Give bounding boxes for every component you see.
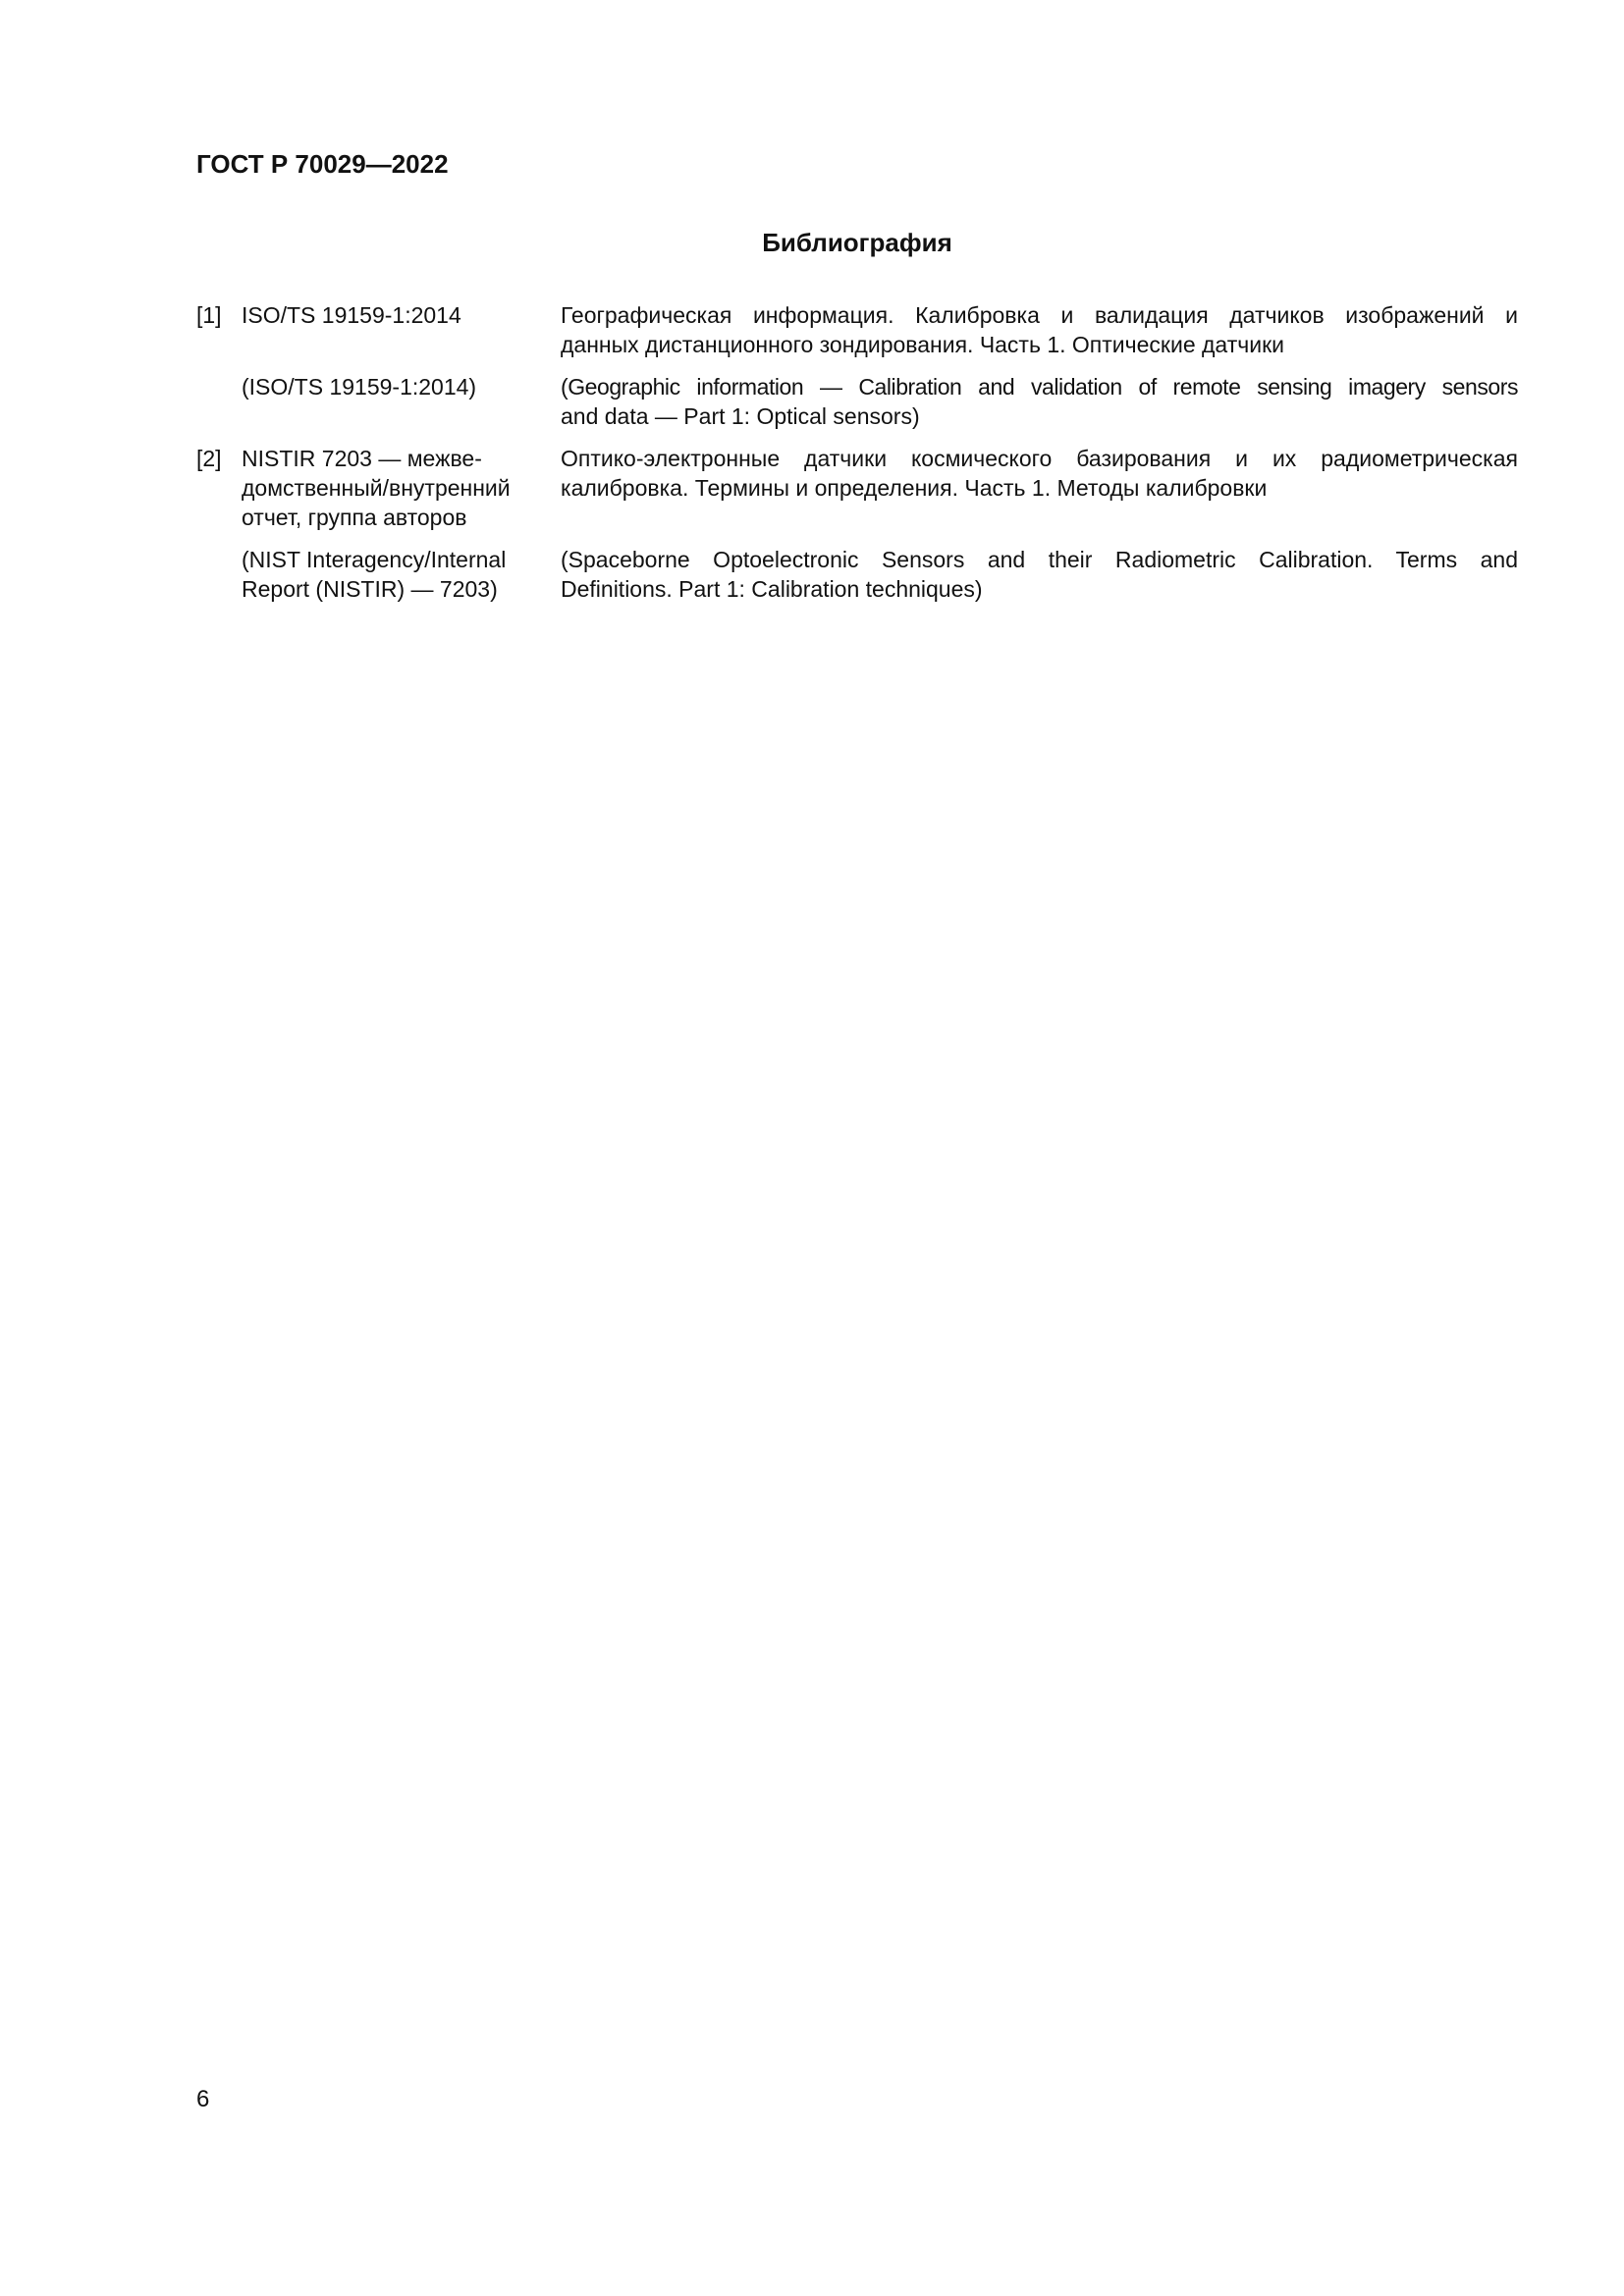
entry-description (561, 372, 1518, 431)
desc-line: Definitions. Part 1: Calibration techniques) (561, 576, 983, 602)
desc-line: Оптико-электронные датчики космического базирования и их радиометрическая (561, 446, 1518, 471)
source-line: отчет, группа авторов (242, 505, 467, 530)
source-line: (NIST Interagency/Internal (242, 547, 507, 572)
bibliography-entry (196, 372, 1518, 431)
source-line: Report (NISTIR) — 7203) (242, 576, 498, 602)
desc-line: Географическая информация. Калибровка и валидация датчиков изображений и (561, 302, 1518, 328)
entry-number (196, 545, 242, 604)
entry-description (561, 444, 1518, 532)
section-title: Библиография (762, 228, 952, 257)
bibliography-entry (196, 300, 1518, 359)
desc-line: and data — Part 1: Optical sensors) (561, 403, 920, 429)
bibliography-list (196, 300, 1518, 616)
entry-number (196, 372, 242, 431)
entry-source (242, 444, 561, 532)
source-line: домственный/внутренний (242, 475, 511, 501)
entry-source (242, 372, 561, 431)
source-line: NISTIR 7203 — межве- (242, 446, 482, 471)
bibliography-entry (196, 545, 1518, 604)
entry-number: [1] (196, 302, 222, 328)
desc-line: (Spaceborne Optoelectronic Sensors and their Radiometric Calibration. Terms and (561, 547, 1518, 572)
source-line: ISO/TS 19159-1:2014 (242, 302, 461, 328)
bibliography-entry (196, 444, 1518, 532)
desc-line: данных дистанционного зондирования. Часть 1. Оптические датчики (561, 332, 1284, 357)
entry-source (242, 300, 561, 359)
desc-line: (Geographic information — Calibration and validation of remote sensing imagery sensors (561, 374, 1518, 400)
entry-description (561, 300, 1518, 359)
desc-line: калибровка. Термины и определения. Часть 1. Методы калибровки (561, 475, 1268, 501)
source-line: (ISO/TS 19159-1:2014) (242, 374, 477, 400)
document-header: ГОСТ Р 70029—2022 (196, 149, 449, 179)
page-number: 6 (196, 2086, 210, 2112)
entry-description (561, 545, 1518, 604)
entry-number: [2] (196, 446, 222, 471)
entry-source (242, 545, 561, 604)
